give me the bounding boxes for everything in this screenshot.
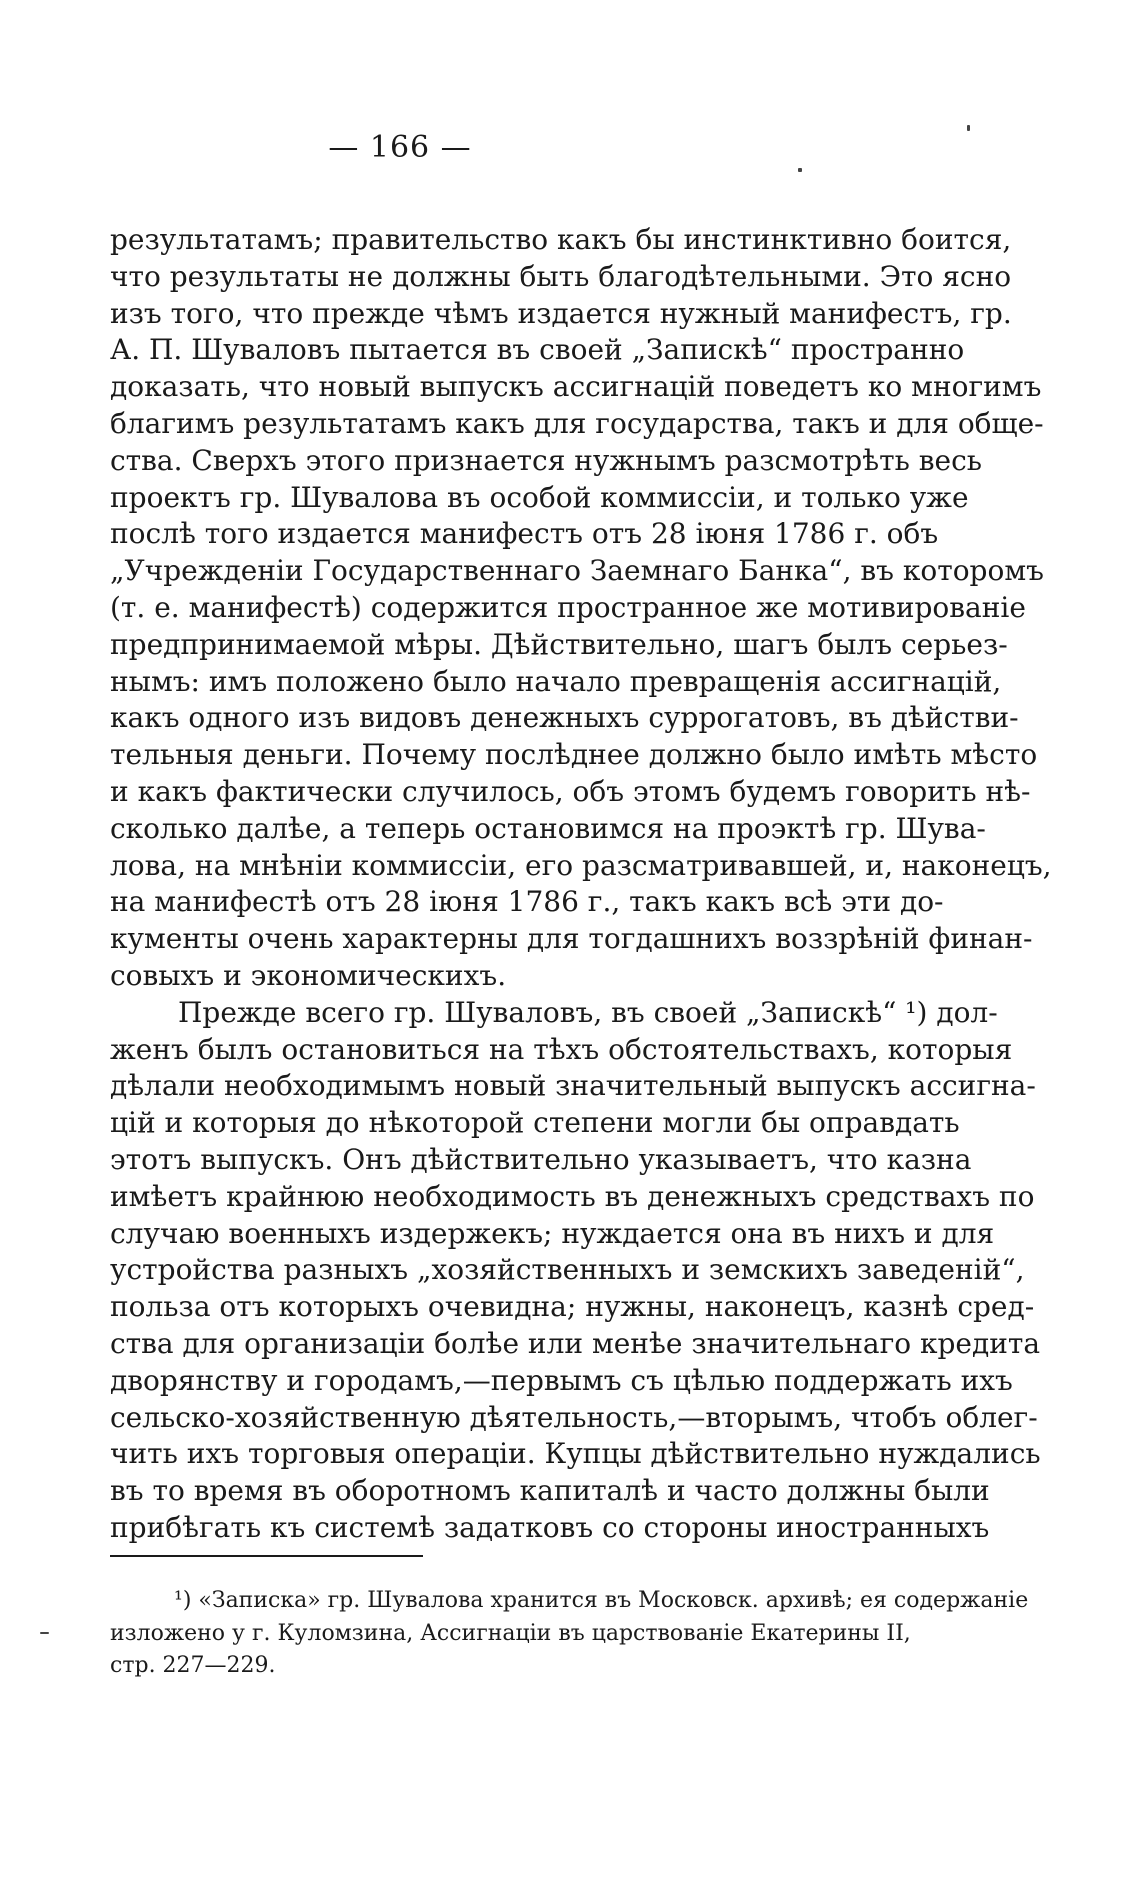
text-line: тельныя деньги. Почему послѣднее должно было имѣть мѣсто xyxy=(110,738,1038,772)
text-line: устройства разныхъ „хозяйственныхъ и земскихъ заведеній“, xyxy=(110,1253,1025,1287)
text-line: благимъ результатамъ какъ для государства, такъ и для обще- xyxy=(110,406,1044,440)
text-line: и какъ фактически случилось, объ этомъ будемъ говорить нѣ- xyxy=(110,774,1031,808)
text-line: А. П. Шуваловъ пытается въ своей „Запискѣ“ пространно xyxy=(110,333,965,367)
text-line: послѣ того издается манифестъ отъ 28 іюня 1786 г. объ xyxy=(110,517,939,551)
body-text xyxy=(110,222,1110,1547)
text-line: женъ былъ остановиться на тѣхъ обстоятельствахъ, которыя xyxy=(110,1032,1013,1066)
scan-speck xyxy=(967,125,970,131)
scan-speck xyxy=(40,1632,49,1634)
text-line: сколько далѣе, а теперь остановимся на проэктѣ гр. Шува- xyxy=(110,811,986,845)
text-line: этотъ выпускъ. Онъ дѣйствительно указываетъ, что казна xyxy=(110,1142,972,1176)
scan-speck xyxy=(798,168,802,172)
text-line: совыхъ и экономическихъ. xyxy=(110,958,507,992)
text-line: дворянству и городамъ,—первымъ съ цѣлью поддержать ихъ xyxy=(110,1363,1013,1397)
text-line: дѣлали необходимымъ новый значительный выпускъ ассигна- xyxy=(110,1069,1036,1103)
text-line: изъ того, что прежде чѣмъ издается нужный манифестъ, гр. xyxy=(110,296,1012,330)
text-line: лова, на мнѣніи коммиссіи, его разсматривавшей, и, наконецъ, xyxy=(110,848,1052,882)
text-line: чить ихъ торговыя операціи. Купцы дѣйствительно нуждались xyxy=(110,1437,1041,1471)
text-line: результатамъ; правительство какъ бы инстинктивно боится, xyxy=(110,223,1012,256)
text-line: цій и которыя до нѣкоторой степени могли бы оправдать xyxy=(110,1106,960,1140)
text-line: какъ одного изъ видовъ денежныхъ суррогатовъ, въ дѣйстви- xyxy=(110,701,1019,735)
text-line: кументы очень характерны для тогдашнихъ воззрѣній финан- xyxy=(110,922,1033,956)
text-line: имѣетъ крайнюю необходимость въ денежныхъ средствахъ по xyxy=(110,1179,1035,1213)
text-line: сельско-хозяйственную дѣятельность,—вторымъ, чтобъ облег- xyxy=(110,1400,1038,1434)
text-line: въ то время въ оборотномъ капиталѣ и часто должны были xyxy=(110,1474,990,1508)
text-line: (т. е. манифестѣ) содержится пространное же мотивированіе xyxy=(110,590,1026,624)
text-line: польза отъ которыхъ очевидна; нужны, наконецъ, казнѣ сред- xyxy=(110,1290,1035,1324)
footnote-line: стр. 227—229. xyxy=(110,1653,276,1678)
text-line: проектъ гр. Шувалова въ особой коммиссіи, и только уже xyxy=(110,480,969,514)
footnote xyxy=(110,1585,1110,1683)
text-line: нымъ: имъ положено было начало превращенія ассигнацій, xyxy=(110,664,1002,698)
text-line: ства для организаціи болѣе или менѣе значительнаго кредита xyxy=(110,1326,1041,1360)
text-line: прибѣгать къ системѣ задатковъ со стороны иностранныхъ xyxy=(110,1510,990,1544)
footnote-line: ¹) «Записка» гр. Шувалова хранится въ Московск. архивѣ; ея содержаніе xyxy=(174,1588,1029,1613)
footnote-divider xyxy=(110,1555,423,1557)
text-line: предпринимаемой мѣры. Дѣйствительно, шагъ былъ серьез- xyxy=(110,627,1008,661)
text-line: случаю военныхъ издержекъ; нуждается она въ нихъ и для xyxy=(110,1216,995,1250)
text-line: что результаты не должны быть благодѣтельными. Это ясно xyxy=(110,259,1012,293)
text-line: доказать, что новый выпускъ ассигнацій поведетъ ко многимъ xyxy=(110,370,1042,404)
text-line: „Учрежденіи Государственнаго Заемнаго Банка“, въ которомъ xyxy=(110,554,1044,588)
text-line: ства. Сверхъ этого признается нужнымъ разсмотрѣть весь xyxy=(110,443,982,477)
text-line: на манифестѣ отъ 28 іюня 1786 г., такъ какъ всѣ эти до- xyxy=(110,885,944,919)
page-number: — 166 — xyxy=(328,130,472,165)
paragraph-start-line: Прежде всего гр. Шуваловъ, въ своей „Запискѣ“ ¹) дол- xyxy=(178,995,998,1029)
footnote-line: изложено у г. Куломзина, Ассигнаціи въ царствованіе Екатерины II, xyxy=(110,1620,911,1646)
